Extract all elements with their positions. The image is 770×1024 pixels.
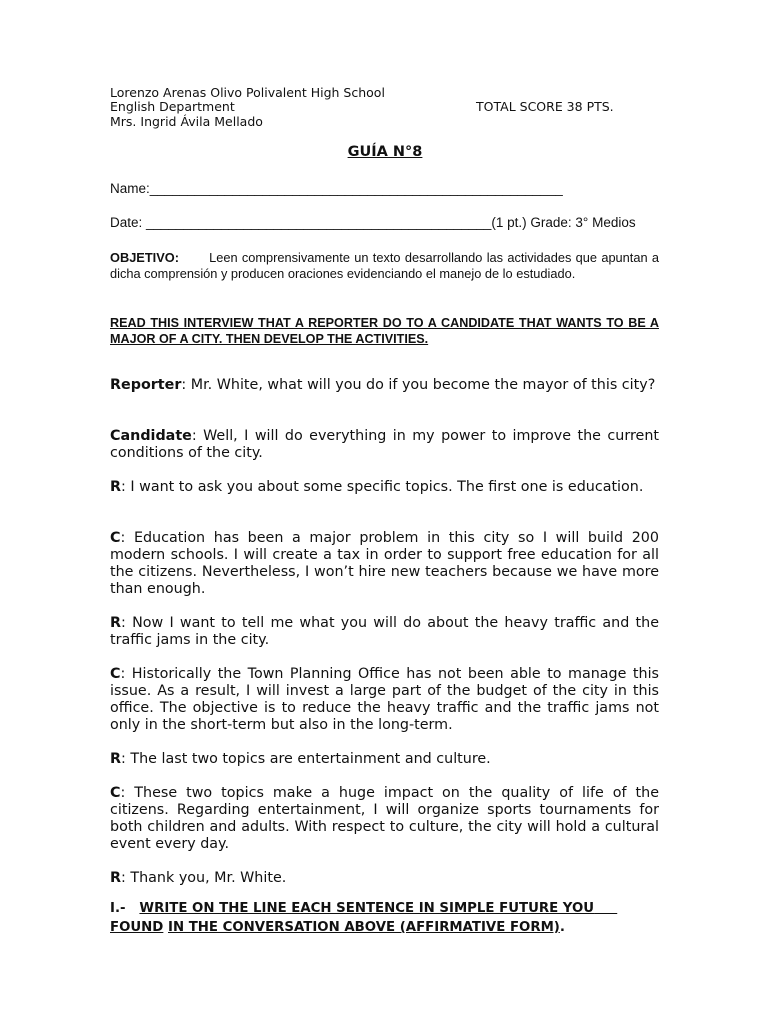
dialogue-text: : Education has been a major problem in this city so I will build 200 modern schools. I will create a tax in order to support free education for all the citizens. Nevertheless, I won’t hire new teachers because we have more than enough.: [110, 530, 659, 597]
dialogue-text: : Well, I will do everything in my power to improve the current conditions of the city.: [110, 428, 659, 461]
dialogue-text: : The last two topics are entertainment and culture.: [121, 751, 491, 767]
speaker-label: C: [110, 666, 121, 682]
speaker-label: C: [110, 530, 121, 546]
dialogue-text: : Now I want to tell me what you will do about the heavy traffic and the traffic jams in the city.: [110, 615, 659, 648]
dialogue-text: : These two topics make a huge impact on the quality of life of the citizens. Regarding entertainment, I will organize sports tournaments for both children and adults. With respect to culture, the city will hold a cultural event every day.: [110, 785, 659, 852]
objective-label: OBJETIVO:: [110, 250, 179, 265]
date-field: Date: ______________________________________________(1 pt.) Grade: 3° Medios: [110, 215, 636, 230]
dialogue-line: [110, 615, 659, 649]
objective-paragraph: [110, 250, 659, 282]
dialogue-line: [110, 428, 659, 462]
section-instruction: WRITE ON THE LINE EACH SENTENCE IN SIMPLE FUTURE YOU: [139, 901, 595, 916]
dialogue-line: [110, 785, 659, 853]
instruction-text: READ THIS INTERVIEW THAT A REPORTER DO TO A CANDIDATE THAT WANTS TO BE A MAJOR OF A CITY. THEN DEVELOP THE ACTIVITIES.: [110, 316, 659, 346]
dialogue-text: : Thank you, Mr. White.: [121, 870, 287, 886]
teacher-name: Mrs. Ingrid Ávila Mellado: [110, 114, 263, 129]
name-field: Name:_______________________________________________________: [110, 181, 563, 196]
dialogue-text: : Historically the Town Planning Office has not been able to manage this issue. As a result, I will invest a large part of the budget of the city in this office. The objective is to reduce the heavy traffic and the traffic jams not only in the short-term but also in the long-term.: [110, 666, 659, 733]
speaker-label: Reporter: [110, 377, 182, 393]
section-number: I.-: [110, 901, 126, 916]
speaker-label: Candidate: [110, 428, 192, 444]
section-found: FOUND: [110, 920, 164, 935]
section-instruction-cont: IN THE CONVERSATION ABOVE (AFFIRMATIVE FORM): [168, 920, 560, 935]
dialogue-line: [110, 870, 659, 887]
dialogue-line: [110, 751, 659, 768]
speaker-label: R: [110, 870, 122, 886]
dialogue-line: [110, 666, 659, 734]
speaker-label: C: [110, 785, 121, 801]
department-name: English Department: [110, 99, 235, 114]
objective-text: Leen comprensivamente un texto desarrollando las actividades que apuntan a dicha comprensión y producen oraciones evidenciando el manejo de lo estudiado.: [110, 250, 659, 281]
dialogue-text: : Mr. White, what will you do if you become the mayor of this city?: [181, 377, 656, 393]
speaker-label: R: [110, 479, 122, 495]
section-heading-line1: [110, 900, 617, 919]
dialogue-line: [110, 530, 659, 598]
dialogue-line: [110, 479, 659, 496]
dialogue-text: : I want to ask you about some specific topics. The first one is education.: [121, 479, 644, 495]
total-score: TOTAL SCORE 38 PTS.: [476, 99, 614, 114]
section-period: .: [559, 920, 565, 935]
page-title: GUÍA N°8: [347, 144, 423, 160]
speaker-label: R: [110, 751, 122, 767]
school-name: Lorenzo Arenas Olivo Polivalent High School: [110, 85, 385, 100]
section-heading-line2: [110, 919, 565, 938]
dialogue-line: [110, 377, 659, 394]
speaker-label: R: [110, 615, 122, 631]
